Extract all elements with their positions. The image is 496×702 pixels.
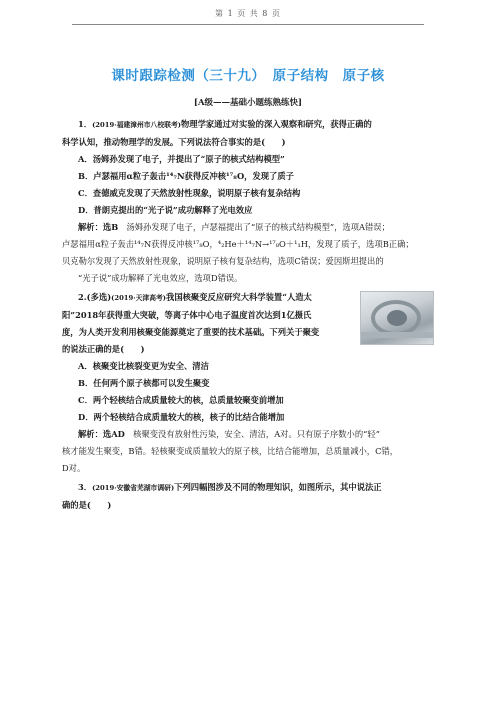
q2-number: 2.: [78, 292, 87, 302]
q1-analysis-label: 解析：选B: [78, 222, 119, 232]
q1-stem-line-2: 科学认知，推动物理学的发展。下列说法符合事实的是( ): [62, 137, 286, 147]
q1-option-d: D．普朗克提出的“光子说”成功解释了光电效应: [78, 205, 253, 215]
q2-analysis-line-3: D对。: [62, 463, 86, 473]
q2-option-c: C．两个轻核结合成质量较大的核，总质量较聚变前增加: [78, 395, 284, 405]
q1-analysis-line-2: 卢瑟福用α粒子轰击¹⁴₇N获得反冲核¹⁷₈O，⁴₂He＋¹⁴₇N→¹⁷₈O＋¹₁H，发现了质子，选项B正确；: [62, 239, 414, 249]
header-divider: [72, 24, 424, 25]
document-body: [62, 116, 434, 514]
q3-stem-line-1: 下列四幅图涉及不同的物理知识，如图所示，其中说法正: [174, 482, 382, 492]
q3-number: 3．: [78, 482, 93, 492]
q1-source: (2019·福建漳州市八校联考): [92, 121, 181, 129]
q1-analysis-text-1: 汤姆孙发现了电子，卢瑟福提出了“原子的核式结构模型”，选项A错误；: [126, 222, 390, 232]
q1-stem: [62, 116, 434, 134]
q2-option-d: D．两个轻核结合成质量较大的核，核子的比结合能增加: [78, 412, 285, 422]
q1-option-a: A．汤姆孙发现了电子，并提出了“原子的核式结构模型”: [78, 154, 285, 164]
page-title: 课时跟踪检测（三十九） 原子结构 原子核: [111, 68, 385, 84]
q2-option-a: A．核聚变比核裂变更为安全、清洁: [78, 361, 209, 371]
q1-number: 1．: [78, 119, 93, 129]
q1-analysis-line-1: [62, 219, 434, 236]
page-header: 第 1 页 共 8 页: [215, 9, 281, 18]
q3-stem: [62, 479, 434, 497]
q1-analysis-line-3: 贝克勒尔发现了天然放射性现象，说明原子核有复杂结构，选项C错误；爱因斯坦提出的: [62, 256, 384, 266]
q1-option-c: C．查德威克发现了天然放射性现象，说明原子核有复杂结构: [78, 188, 301, 198]
q2-stem-line-4: 的说法正确的是( ): [62, 344, 145, 354]
section-label: [A级——基础小题练熟练快]: [193, 98, 303, 108]
q2-analysis-label: 解析：选AD: [78, 429, 125, 439]
q2-stem-line-1: 2.(多选)(2019·天津高考)我国核聚变反应研究大科学装置“人造太: [78, 292, 312, 302]
q2-multi-tag: (多选): [86, 292, 112, 302]
q1-stem-line-1: 物理学家通过对实验的深入观察和研究，获得正确的: [180, 119, 372, 129]
q1-analysis-line-4: “光子说”成功解释了光电效应，选项D错误。: [78, 273, 243, 283]
q2-stem-line-2: 阳”2018年获得重大突破，等离子体中心电子温度首次达到1亿摄氏: [62, 310, 312, 320]
q2-stem-line-3: 度，为人类开发利用核聚变能源奠定了重要的技术基础。下列关于聚变: [62, 327, 320, 337]
q3-source: (2019·安徽省芜湖市调研): [92, 484, 175, 492]
q2-analysis-line-2: 核才能发生聚变，B错。轻核聚变成质量较大的原子核，比结合能增加，总质量减小，C错，: [62, 446, 399, 456]
q2-source: (2019·天津高考): [111, 294, 167, 302]
q2-option-b: B．任何两个原子核都可以发生聚变: [78, 378, 210, 388]
q1-option-b: B．卢瑟福用α粒子轰击¹⁴₇N获得反冲核¹⁷₈O，发现了质子: [78, 171, 294, 181]
q2-analysis-line-1: 解析：选AD 核聚变没有放射性污染，安全、清洁，A对。只有原子序数小的“轻”: [78, 429, 380, 439]
fusion-device-photo: [360, 291, 434, 345]
q2-block: [62, 289, 434, 358]
q3-stem-line-2: 确的是( ): [62, 500, 112, 510]
